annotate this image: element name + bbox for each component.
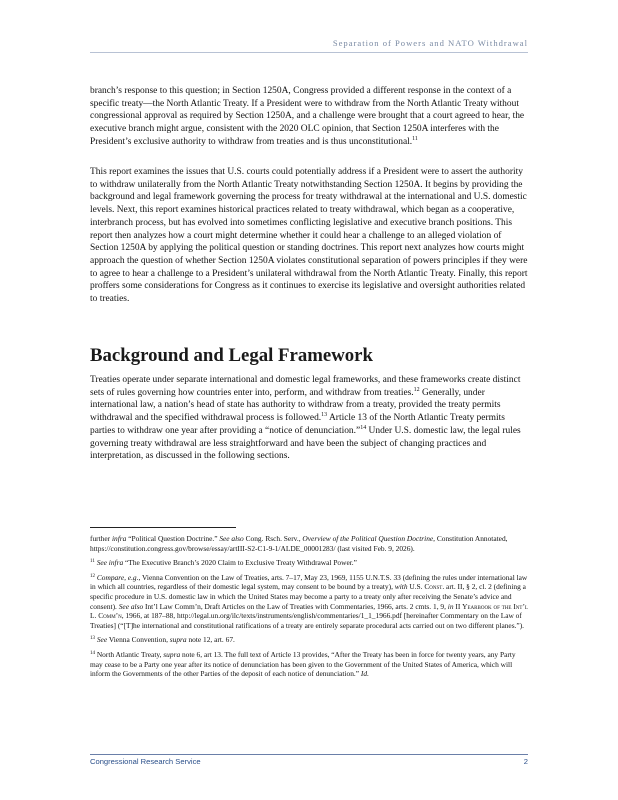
footer-divider (90, 754, 528, 755)
footnote-text: II (453, 601, 463, 611)
footnote-text: “The Executive Branch’s 2020 Claim to Exclusive Treaty Withdrawal Power.” (123, 558, 357, 568)
footnote-divider (90, 527, 236, 528)
body-paragraph-2: This report examines the issues that U.S. courts could potentially address if a President were to assert the authority to withdraw unilaterally from the North Atlantic Treaty notwithstanding Section 1250A. It begins by providing the background and legal framework governing the process for treaty withdrawal at the international and U.S. domestic levels. Next, this report examines historical practices related to treaty withdrawal, which began as a cooperative, interbranch process, but has evolved into sometimes conflicting legislative and executive branch positions. This report then analyzes how a court might determine whether it could hear a challenge to an alleged violation of Section 1250A by applying the political question or standing doctrines. This report next analyzes how courts might approach the question of whether Section 1250A violates constitutional separation of powers principles if they were to agree to hear a challenge to a President’s unilateral withdrawal from the North Atlantic Treaty. Finally, this report proffers some considerations for Congress as it continues to exercise its legislative and oversight authorities related to treaties. (90, 167, 528, 305)
footnote-ref-13[interactable]: 13 (321, 412, 328, 419)
footnote-text: See infra (96, 558, 124, 568)
footnote-text: Id. (360, 669, 369, 679)
footnote-text: in (447, 601, 454, 611)
paragraph-text: branch’s response to this question; in Section 1250A, Congress provided a different response in the context of a specific treaty—the North Atlantic Treaty. If a President were to withdraw from the North Atlantic Treaty without congressional approval as required by Section 1250A, and a challenge were brought that a court agreed to hear, the executive branch might argue, consistent with the 2020 OLC opinion, that Section 1250A interferes with the President’s exclusive authority to withdraw from treaties and is thus unconstitutional. (90, 86, 525, 147)
footnote-number: 14 (90, 650, 95, 656)
paragraph-text: Treaties operate under separate international and domestic legal frameworks, and these frameworks create distinct sets of rules governing how countries enter into, perform, and withdraw from treaties. (90, 375, 521, 398)
footer-publisher: Congressional Research Service (90, 757, 201, 766)
footnote-text: further (90, 534, 112, 543)
footnote-text: Vienna Convention, (107, 635, 170, 645)
footnote-text: See (96, 635, 108, 645)
footnote-14 (90, 650, 528, 679)
footnote-text: See also (219, 534, 244, 543)
footnote-text: See also (118, 601, 144, 611)
footnote-text: North Atlantic Treaty, (95, 649, 164, 659)
footnote-text: U.S. (407, 582, 425, 592)
paragraph-text: Article 13 of the North Atlantic Treaty permits parties to withdraw one year after providing a “notice of denunciation.” (90, 413, 505, 436)
footnote-text: , Constitution Annotated, https://constitution.congress.gov/browse/essay/artIII-S2-C1-9-1/ALDE_00001283/ (last visited Feb. 9, 2026). (90, 534, 508, 553)
footnote-number: 11 (90, 559, 95, 565)
section-heading: Background and Legal Framework (90, 345, 373, 366)
footnotes (90, 534, 528, 684)
footnote-text: infra (111, 534, 127, 543)
footnote-ref-11[interactable]: 11 (412, 135, 418, 142)
footnote-13 (90, 635, 528, 645)
footnote-text: , 1966, at 187–88, http://legal.un.org/ilc/texts/instruments/english/commentaries/1_1_1966.pdf [hereinafter Commentary on the Law of Treaties] (“[T]he international and constitutional ratifications of a treaty are entirely separate procedural acts carried out on two different planes.”). (90, 611, 525, 630)
footnote-number: 12 (90, 573, 95, 579)
footnote-text: Const (424, 582, 443, 592)
running-header: Separation of Powers and NATO Withdrawal (332, 38, 528, 48)
footnote-text: note 12, art. 67. (186, 635, 235, 645)
paragraph-text: Under U.S. domestic law, the legal rules governing treaty withdrawal are less straightforward and have been the subject of changing practices and interpretation, as discussed in the following sections. (90, 425, 521, 462)
footnote-ref-14[interactable]: 14 (360, 424, 367, 431)
footnote-text: Compare, e.g. (96, 572, 139, 582)
footnote-ref-12[interactable]: 12 (413, 386, 420, 393)
footnote-text: Yearbook of the Int’l L. Comm’n (90, 601, 528, 621)
footnote-number: 13 (90, 636, 95, 642)
footnote-12 (90, 573, 528, 631)
footnote-text: with (394, 582, 408, 592)
page-number: 2 (523, 757, 528, 766)
footnote-11 (90, 558, 528, 568)
footnote-text: Cong. Rsch. Serv., (243, 534, 303, 543)
footnote-text: “Political Question Doctrine.” (126, 534, 220, 543)
footnote-text: , Vienna Convention on the Law of Treaties, arts. 7–17, May 23, 1969, 1155 U.N.T.S. 33 (defining the rules under international law in which all countries, regardless of their domestic legal system, may consent to be bound by a treaty), (90, 572, 528, 592)
body-paragraph-3 (90, 374, 528, 463)
header-divider (90, 52, 528, 53)
body-paragraph-1 (90, 85, 528, 149)
footnote-text: supra (163, 649, 181, 659)
footnote-text: supra (169, 635, 187, 645)
footnote-text: . art. II, § 2, cl. 2 (defining a specific procedure in U.S. domestic law in which the United States may become a party to a treaty only after receiving the Senate’s advice and consent). (90, 582, 526, 611)
footnote-text: note 6, art 13. The full text of Article 13 provides, “After the Treaty has been in force for twenty years, any Party may cease to be a Party one year after its notice of denunciation has been given to the Government of the United States of America, which will inform the Governments of the other Parties of the deposit of each notice of denunciation.” (90, 649, 516, 679)
footnote-text: Overview of the Political Question Doctrine (302, 534, 434, 543)
footnote-text: Int’l Law Comm’n, Draft Articles on the Law of Treaties with Commentaries, 1966, arts. 2 cmts. 1, 9, (143, 601, 448, 611)
footnote-continuation (90, 534, 528, 553)
paragraph-text: Generally, under international law, a nation’s head of state has authority to withdraw from a treaty, provided the treaty permits withdrawal and the specified withdrawal process is followed. (90, 387, 501, 424)
